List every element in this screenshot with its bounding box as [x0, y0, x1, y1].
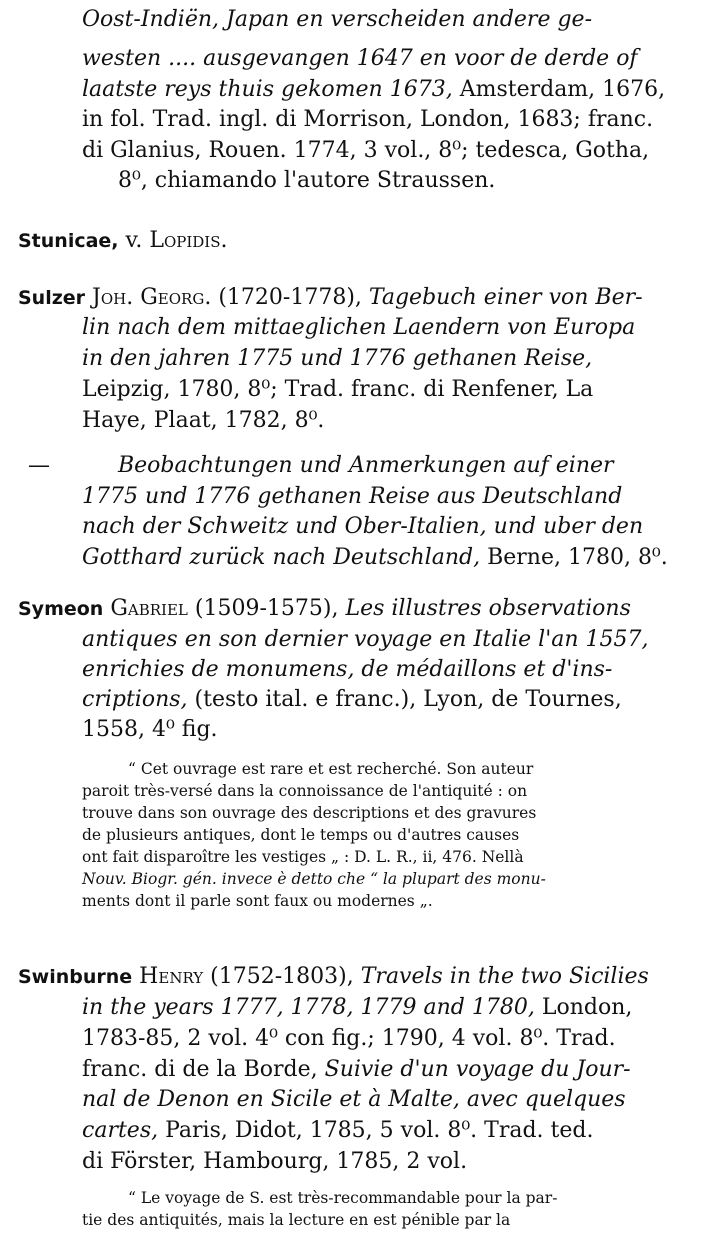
entry-headword: Symeon	[18, 598, 104, 620]
text-line: 8⁰, chiamando l'autore Straussen.	[118, 168, 496, 193]
note-line: “ Cet ouvrage est rare et est recherché. Son auteur	[128, 760, 534, 778]
text-line: Oost-Indiën, Japan en verscheiden andere ge-	[82, 7, 592, 32]
text-line: lin nach dem mittaeglichen Laendern von Europa	[82, 315, 636, 340]
text-line: nach der Schweitz und Ober-Italien, und uber den	[82, 514, 644, 539]
text-line: criptions, (testo ital. e franc.), Lyon, de Tournes,	[82, 687, 622, 712]
text-line: in den jahren 1775 und 1776 gethanen Reise,	[82, 346, 593, 371]
text-line: 1775 und 1776 gethanen Reise aus Deutschland	[82, 484, 623, 509]
text-line: enrichies de monumens, de médaillons et d'ins-	[82, 657, 613, 682]
entry-heading-line: Symeon Gabriel (1509-1575), Les illustres observations	[18, 596, 631, 621]
text-line: cartes, Paris, Didot, 1785, 5 vol. 8⁰. Trad. ted.	[82, 1118, 594, 1143]
text-line: di Glanius, Rouen. 1774, 3 vol., 8⁰; tedesca, Gotha,	[82, 138, 650, 163]
note-line: “ Le voyage de S. est très-recommandable pour la par-	[128, 1189, 558, 1207]
entry-heading-line: Swinburne Henry (1752-1803), Travels in the two Sicilies	[18, 964, 649, 989]
cross-reference: Lopidis.	[149, 228, 228, 253]
entry-headword: Swinburne	[18, 966, 133, 988]
text-line: nal de Denon en Sicile et à Malte, avec quelques	[82, 1087, 626, 1112]
text-line: Beobachtungen und Anmerkungen auf einer	[118, 453, 614, 478]
note-line: tie des antiquités, mais la lecture en est pénible par la	[82, 1211, 511, 1229]
author-name: Gabriel	[103, 596, 188, 621]
text-line: westen .... ausgevangen 1647 en voor de derde of	[82, 46, 638, 71]
text-line: Haye, Plaat, 1782, 8⁰.	[82, 408, 325, 433]
note-line: Nouv. Biogr. gén. invece è detto che “ la plupart des monu-	[82, 870, 546, 888]
text-line: in fol. Trad. ingl. di Morrison, London, 1683; franc.	[82, 107, 654, 132]
text-line: Leipzig, 1780, 8⁰; Trad. franc. di Renfener, La	[82, 377, 594, 402]
text-line: Gotthard zurück nach Deutschland, Berne, 1780, 8⁰.	[82, 545, 668, 570]
entry-headword: Stunicae,	[18, 230, 119, 252]
note-line: trouve dans son ouvrage des descriptions et des gravures	[82, 804, 537, 822]
text-line: di Förster, Hambourg, 1785, 2 vol.	[82, 1149, 468, 1174]
entry-headword: Sulzer	[18, 287, 86, 309]
entry-heading-line: Stunicae, v. Lopidis.	[18, 228, 228, 253]
note-line: ments dont il parle sont faux ou modernes „.	[82, 892, 433, 910]
ditto-dash: —	[28, 453, 50, 478]
text-line: 1558, 4⁰ fig.	[82, 717, 218, 742]
text-line: franc. di de la Borde, Suivie d'un voyage du Jour-	[82, 1057, 631, 1082]
text-line: 1783-85, 2 vol. 4⁰ con fig.; 1790, 4 vol. 8⁰. Trad.	[82, 1026, 616, 1051]
text-line: laatste reys thuis gekomen 1673, Amsterdam, 1676,	[82, 77, 666, 102]
entry-heading-line: Sulzer Joh. Georg. (1720-1778), Tagebuch einer von Ber-	[18, 285, 643, 310]
note-line: de plusieurs antiques, dont le temps ou d'autres causes	[82, 826, 520, 844]
text-line: in the years 1777, 1778, 1779 and 1780, London,	[82, 995, 633, 1020]
text-line: antiques en son dernier voyage en Italie l'an 1557,	[82, 627, 649, 652]
note-line: ont fait disparoître les vestiges „ : D. L. R., ii, 476. Nellà	[82, 848, 524, 866]
note-line: paroit très-versé dans la connoissance de l'antiquité : on	[82, 782, 528, 800]
author-name: Henry	[132, 964, 204, 989]
author-name: Joh. Georg.	[85, 285, 212, 310]
